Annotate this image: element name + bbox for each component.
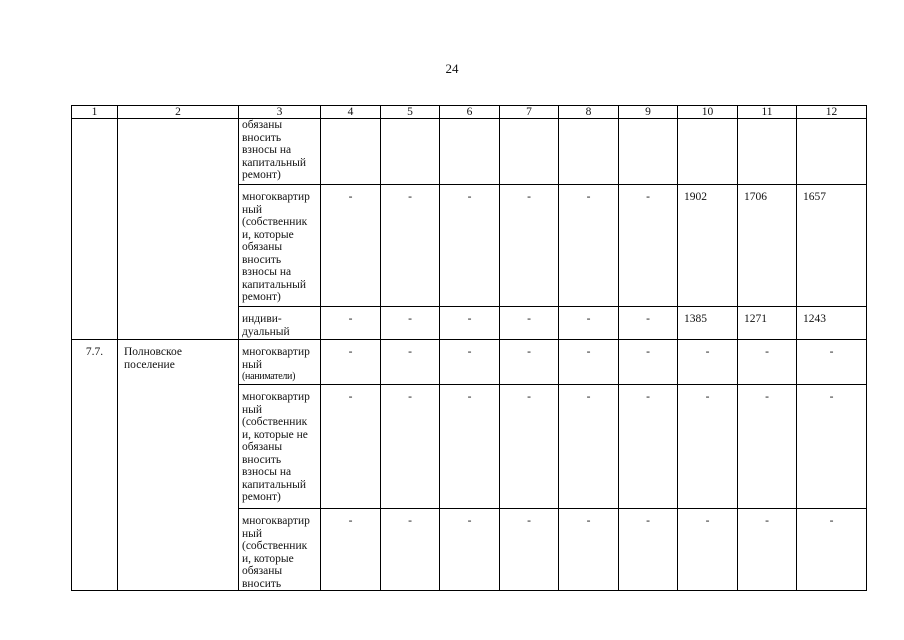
value-cell: -	[559, 340, 619, 385]
housing-type-line: и, которые не	[242, 428, 308, 441]
table-row	[72, 340, 867, 385]
housing-type-line: ремонт)	[242, 169, 281, 181]
value-cell: -	[381, 185, 440, 307]
value-cell: -	[619, 307, 678, 340]
housing-type-line: обязаны	[242, 441, 283, 453]
housing-type-line: (наниматели)	[242, 371, 296, 382]
housing-type-line: вносить	[242, 577, 282, 590]
value-cell	[440, 119, 500, 185]
housing-type-line: обязаны	[242, 119, 283, 131]
value-cell: -	[797, 385, 867, 509]
row-number-cell: 7.7.	[72, 340, 118, 591]
value-cell: -	[440, 340, 500, 385]
housing-type-line: вносить	[242, 453, 282, 466]
housing-type-line: капитальный	[242, 278, 307, 291]
value-cell: 1385	[678, 307, 738, 340]
value-cell: -	[797, 509, 867, 591]
column-header: 5	[381, 106, 440, 119]
housing-type-line: (собственник	[242, 540, 308, 552]
value-cell: -	[500, 385, 559, 509]
tariff-table	[71, 105, 867, 591]
housing-type-line: взносы на	[242, 144, 292, 156]
housing-type-cell	[239, 185, 321, 307]
housing-type-line: обязаны	[242, 565, 283, 577]
housing-type-cell	[239, 119, 321, 185]
column-header: 8	[559, 106, 619, 119]
value-cell: -	[559, 307, 619, 340]
housing-type-line: многоквартир	[242, 191, 310, 203]
column-header: 2	[118, 106, 239, 119]
value-cell: -	[500, 185, 559, 307]
value-cell: -	[500, 307, 559, 340]
housing-type-line: (собственник	[242, 216, 308, 228]
value-cell: -	[440, 185, 500, 307]
column-number-row	[72, 106, 867, 119]
value-cell: -	[559, 509, 619, 591]
housing-type-cell	[239, 340, 321, 385]
table-row	[72, 119, 867, 185]
housing-type-line: многоквартир	[242, 346, 310, 358]
column-header: 6	[440, 106, 500, 119]
value-cell: -	[559, 385, 619, 509]
value-cell: -	[738, 340, 797, 385]
value-cell: -	[738, 509, 797, 591]
value-cell	[678, 119, 738, 185]
value-cell: -	[381, 509, 440, 591]
value-cell: -	[678, 340, 738, 385]
housing-type-cell	[239, 509, 321, 591]
housing-type-line: вносить	[242, 253, 282, 266]
value-cell: -	[381, 385, 440, 509]
value-cell	[738, 119, 797, 185]
housing-type-line: многоквартир	[242, 391, 310, 403]
value-cell	[797, 119, 867, 185]
value-cell: -	[381, 307, 440, 340]
column-header: 1	[72, 106, 118, 119]
value-cell: 1706	[738, 185, 797, 307]
housing-type-line: ремонт)	[242, 291, 281, 303]
housing-type-line: ный	[242, 527, 263, 540]
housing-type-line: и, которые	[242, 552, 294, 565]
column-header: 4	[321, 106, 381, 119]
column-header: 3	[239, 106, 321, 119]
housing-type-line: обязаны	[242, 241, 283, 253]
settlement-name-cell	[118, 119, 239, 340]
value-cell: -	[321, 340, 381, 385]
value-cell: -	[678, 509, 738, 591]
value-cell: 1657	[797, 185, 867, 307]
settlement-name-line: Полновское	[124, 346, 183, 358]
value-cell: -	[440, 385, 500, 509]
value-cell	[321, 119, 381, 185]
housing-type-cell	[239, 385, 321, 509]
value-cell: -	[440, 509, 500, 591]
housing-type-line: вносить	[242, 131, 282, 144]
housing-type-line: ный	[242, 358, 263, 371]
housing-type-line: индиви-	[242, 313, 282, 325]
value-cell: -	[619, 509, 678, 591]
value-cell: -	[500, 340, 559, 385]
value-cell: -	[500, 509, 559, 591]
column-header: 10	[678, 106, 738, 119]
value-cell	[619, 119, 678, 185]
value-cell: -	[440, 307, 500, 340]
value-cell: -	[381, 340, 440, 385]
value-cell	[381, 119, 440, 185]
value-cell: -	[619, 385, 678, 509]
value-cell	[559, 119, 619, 185]
housing-type-line: взносы на	[242, 266, 292, 278]
housing-type-line: многоквартир	[242, 515, 310, 527]
housing-type-cell	[239, 307, 321, 340]
value-cell: -	[321, 385, 381, 509]
settlement-name-cell	[118, 340, 239, 591]
value-cell: -	[321, 185, 381, 307]
value-cell: -	[619, 185, 678, 307]
value-cell: 1271	[738, 307, 797, 340]
column-header: 12	[797, 106, 867, 119]
value-cell: -	[797, 340, 867, 385]
settlement-name-line: поселение	[124, 358, 175, 371]
housing-type-line: ный	[242, 403, 263, 416]
value-cell: 1243	[797, 307, 867, 340]
value-cell: -	[321, 307, 381, 340]
housing-type-line: ремонт)	[242, 491, 281, 503]
value-cell: -	[619, 340, 678, 385]
housing-type-line: ный	[242, 203, 263, 216]
housing-type-line: взносы на	[242, 466, 292, 478]
column-header: 9	[619, 106, 678, 119]
column-header: 7	[500, 106, 559, 119]
value-cell	[500, 119, 559, 185]
row-number-cell	[72, 119, 118, 340]
housing-type-line: капитальный	[242, 156, 307, 169]
value-cell: -	[678, 385, 738, 509]
housing-type-line: дуальный	[242, 325, 290, 338]
value-cell: -	[559, 185, 619, 307]
value-cell: 1902	[678, 185, 738, 307]
value-cell: -	[321, 509, 381, 591]
page-number: 24	[445, 61, 459, 76]
housing-type-line: и, которые	[242, 228, 294, 241]
value-cell: -	[738, 385, 797, 509]
housing-type-line: капитальный	[242, 478, 307, 491]
housing-type-line: (собственник	[242, 416, 308, 428]
column-header: 11	[738, 106, 797, 119]
